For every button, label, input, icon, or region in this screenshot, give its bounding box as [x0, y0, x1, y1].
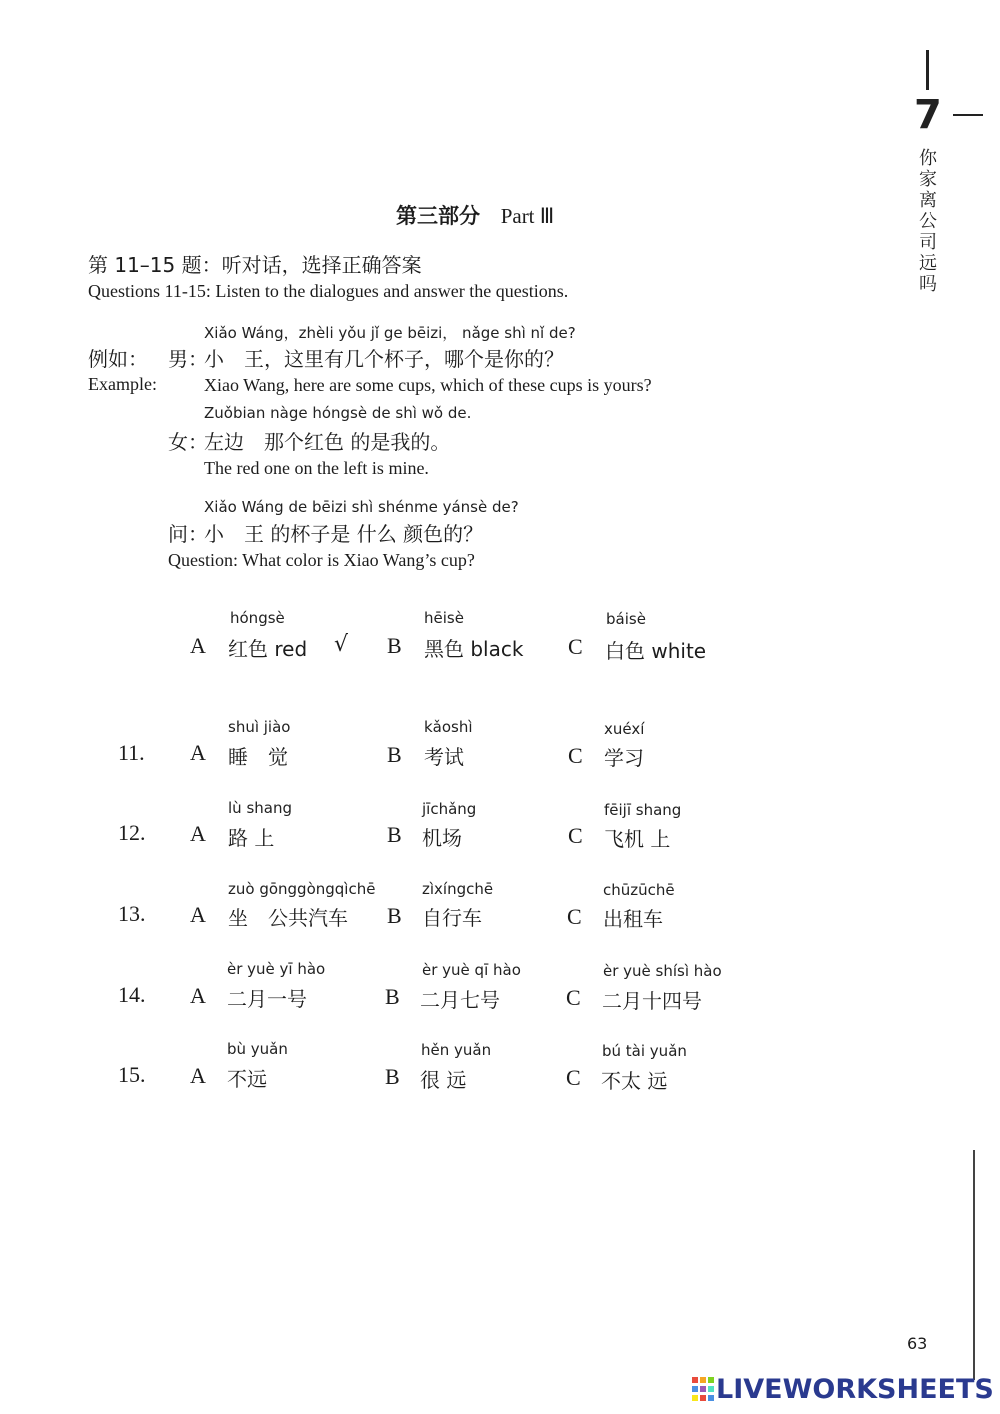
option-text: 二月十四号 [602, 989, 702, 1013]
example-option-a-pinyin: hóngsè [230, 609, 285, 627]
section-title-cn: 第三部分 [396, 204, 480, 228]
chapter-title-char: 司 [919, 232, 937, 253]
example-question-text: 小 王 的杯子是 什么 颜色的？ [204, 522, 484, 546]
option-pinyin: zìxíngchē [422, 880, 494, 898]
option-letter: A [190, 902, 206, 927]
option-pinyin: xuéxí [604, 720, 645, 738]
option-pinyin: bú tài yuǎn [602, 1042, 687, 1060]
option-letter: C [566, 1065, 581, 1090]
example-option-c-letter: C [568, 634, 583, 659]
example-question-speaker: 问： [168, 522, 208, 546]
example-option-a-text: 红色 red [228, 637, 308, 661]
option-letter: C [568, 823, 583, 848]
option-pinyin: shuì jiào [228, 718, 291, 736]
option-letter: A [190, 1063, 206, 1088]
section-title-en: Part Ⅲ [500, 204, 555, 228]
option-pinyin: zuò gōnggòngqìchē [228, 880, 376, 898]
example-man-text: 小 王，这里有几个杯子，哪个是你的？ [204, 347, 564, 371]
question-number: 14. [118, 982, 146, 1007]
option-text: 考试 [424, 745, 464, 769]
example-option-c-text: 白色 white [605, 639, 707, 663]
option-letter: A [190, 983, 206, 1008]
option-pinyin: hěn yuǎn [421, 1041, 492, 1059]
example-woman-english: The red one on the left is mine. [204, 458, 429, 478]
option-text: 很 远 [420, 1068, 467, 1092]
check-mark-icon: √ [334, 632, 349, 657]
section-title [396, 200, 554, 230]
option-letter: B [387, 903, 402, 928]
option-text: 路 上 [228, 826, 275, 850]
option-text: 学习 [604, 746, 644, 770]
binding-rule [973, 1150, 975, 1380]
option-letter: B [387, 822, 402, 847]
chapter-title-char: 离 [919, 190, 937, 211]
option-text: 睡 觉 [228, 745, 288, 769]
example-woman-pinyin: Zuǒbian nàge hóngsè de shì wǒ de. [204, 404, 472, 422]
option-text: 自行车 [422, 906, 482, 930]
option-pinyin: èr yuè qī hào [422, 961, 521, 979]
option-letter: C [567, 904, 582, 929]
option-pinyin: bù yuǎn [227, 1040, 288, 1058]
option-text: 飞机 上 [604, 827, 671, 851]
chapter-title-char: 家 [919, 169, 937, 190]
question-number: 13. [118, 901, 146, 926]
chapter-top-rule [926, 50, 929, 90]
page-number: 63 [907, 1334, 928, 1353]
example-label-en: Example: [88, 374, 157, 394]
option-pinyin: chūzūchē [603, 881, 675, 899]
option-text: 机场 [422, 826, 462, 850]
option-letter: C [568, 743, 583, 768]
option-text: 不远 [227, 1067, 267, 1091]
example-option-a-letter: A [190, 633, 206, 658]
option-letter: A [190, 740, 206, 765]
example-option-b-pinyin: hēisè [424, 609, 464, 627]
option-text: 二月一号 [227, 987, 307, 1011]
chapter-side-rule [953, 114, 983, 116]
option-letter: C [566, 985, 581, 1010]
question-number: 15. [118, 1062, 146, 1087]
option-text: 二月七号 [420, 988, 500, 1012]
option-text: 不太 远 [601, 1069, 668, 1093]
option-letter: B [385, 1064, 400, 1089]
example-man-speaker: 男： [168, 347, 208, 371]
example-label-cn: 例如： [88, 347, 148, 371]
option-text: 坐 公共汽车 [228, 906, 348, 930]
example-option-b-text: 黑色 black [424, 637, 524, 661]
option-letter: B [385, 984, 400, 1009]
chapter-title-char: 吗 [919, 274, 937, 295]
watermark-text: LIVEWORKSHEETS [716, 1374, 994, 1405]
question-number: 11. [118, 740, 145, 765]
option-pinyin: jīchǎng [422, 800, 477, 818]
chapter-title-char: 你 [919, 148, 937, 169]
chapter-title-char: 公 [919, 211, 937, 232]
option-pinyin: kǎoshì [424, 718, 473, 736]
logo-grid-icon [692, 1377, 714, 1403]
chapter-title-vertical [916, 148, 940, 295]
example-woman-text: 左边 那个红色 的是我的。 [204, 430, 451, 454]
example-man-english: Xiao Wang, here are some cups, which of these cups is yours? [204, 375, 652, 395]
option-pinyin: fēijī shang [604, 801, 682, 819]
example-question-english: Question: What color is Xiao Wang’s cup? [168, 550, 475, 570]
example-option-b-letter: B [387, 633, 402, 658]
option-pinyin: èr yuè yī hào [227, 960, 326, 978]
chapter-number: 7 [914, 92, 942, 138]
example-man-pinyin: Xiǎo Wáng，zhèli yǒu jǐ ge bēizi， nǎge shì nǐ de? [204, 324, 576, 342]
example-option-c-pinyin: báisè [606, 610, 646, 628]
chapter-title-char: 远 [919, 253, 937, 274]
option-text: 出租车 [603, 907, 663, 931]
instructions-en: Questions 11-15: Listen to the dialogues and answer the questions. [88, 281, 569, 301]
instructions-cn: 第 11–15 题：听对话，选择正确答案 [88, 253, 422, 277]
option-letter: B [387, 742, 402, 767]
example-question-pinyin: Xiǎo Wáng de bēizi shì shénme yánsè de? [204, 498, 519, 516]
option-pinyin: èr yuè shísì hào [603, 962, 722, 980]
question-number: 12. [118, 820, 146, 845]
option-letter: A [190, 821, 206, 846]
example-woman-speaker: 女： [168, 430, 208, 454]
option-pinyin: lù shang [228, 799, 292, 817]
